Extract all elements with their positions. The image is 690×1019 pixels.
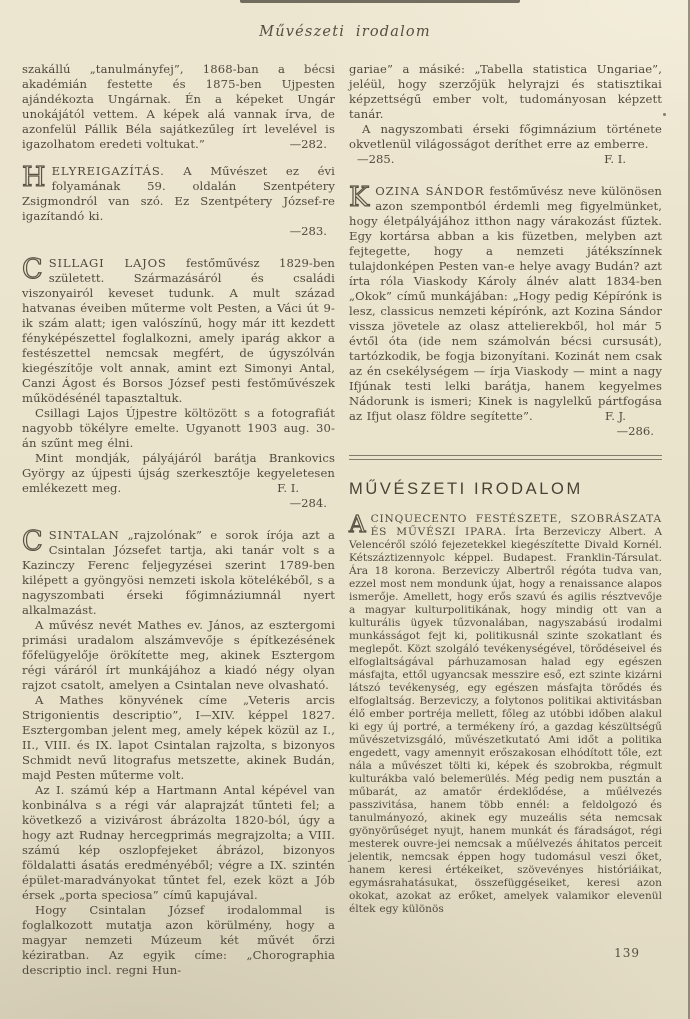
paragraph-285-continuation: gariae” a másiké: „Tabella statistica Ungariae”, jeléül, hogy szerzőjük helyrajzi és statisztikai képzettségű ember volt, tudományosan képzett tanár. [349, 62, 662, 121]
paragraph-csintalan-5: Hogy Csintalan József irodalommal is foglalkozott mutatja azon körülmény, hogy a magyar nemzeti Múzeum két művét őrzi kéziratban. Az egyik címe: „Chorographia descriptio incl. regni Hun- [22, 903, 335, 977]
right-column [349, 62, 662, 978]
paragraph-csintalan-3: A Mathes könyvének címe „Veteris arcis Strigonientis descriptio”, I—XIV. képpel 1827. Esztergomban jelent meg, amely képek közül az I., II., VIII. és IX. lapot Csintalan rajzolta, s bizonyos Schmidt nevű litografus metszette, akinek Budán, majd Pesten műterme volt. [22, 693, 335, 782]
csillagi-text-1: festőművész 1829-ben született. Származásáról és családi viszonyairól keveset tudunk. A mult század hatvanas éveiben műterme volt Pesten, a Váci út 9-ik szám alatt; igen valószínű, hogy már itt kezdett fényképészettel foglalkozni, amely iparág akkor a festészettel nemcsak megfért, de úgyszólván kiegészítője volt annak, amint ezt Simonyi Antal, Canzi Ágost és Borsos József pesti festőművészek működésénél tapasztaltuk. [22, 256, 335, 405]
paragraph-csintalan-2: A művész nevét Mathes ev. János, az esztergomi primási uradalom alszámvevője s építkezésének főfelügyelője örökítette meg, akinek Esztergom régi váráról írt munkájához a kiadó négy olyan rajzot csatolt, amelyen a Csintalan neve olvasható. [22, 618, 335, 692]
signature-fi-284: F. I. [277, 481, 299, 495]
item-ref-285: —285. [357, 152, 395, 166]
signature-fj-286: F. J. [604, 409, 626, 423]
drop-cap-c2: C [22, 526, 43, 557]
paragraph-csillagi-1 [22, 256, 335, 406]
section-header-muveszeti-irodalom: MŰVÉSZETI IRODALOM [349, 480, 583, 498]
item-ref-284: —284. [289, 496, 327, 510]
drop-cap-h: H [22, 162, 46, 193]
item-ref-286: —286. [616, 424, 654, 438]
ref-signature-row-285 [349, 152, 662, 167]
drop-cap-a: A [349, 512, 366, 538]
page-number: 139 [614, 946, 640, 960]
section-lead-helyreigazitas: ELYREIGAZÍTÁS. [51, 164, 165, 178]
paragraph-csintalan-1 [22, 528, 335, 618]
paragraph-csillagi-3: Mint mondják, pályájáról barátja Brankovics György az újpesti újság szerkesztője kegyeletesen emlékezett meg. [22, 451, 335, 495]
left-column [22, 62, 335, 978]
running-head: Művészeti irodalom [259, 24, 431, 40]
paragraph-csillagi-2: Csillagi Lajos Újpestre költözött s a fotografiát nagyobb tökélyre emelte. Ugyanott 1903 aug. 30-án szűnt meg élni. [22, 406, 335, 450]
item-ref-283: —283. [289, 224, 327, 238]
drop-cap-k: K [349, 182, 370, 213]
csintalan-text-1: „rajzolónak” e sorok írója azt a Csintalan Józsefet tartja, aki tanár volt s a Kazinczy Ferenc feljegyzései szerint 1789-ben kilépett a gyöngyösi nemzeti iskola kötelékéből, s a nagyszombati érseki főgimnáziumnál nyert alkalmazást. [22, 528, 335, 617]
signature-fi-285: F. I. [604, 152, 626, 166]
kozina-text: festőművész neve különösen azon szempontból érdemli meg figyelmünket, hogy életpályájához itthon nagy várakozást fűztek. Egy kortársa abban a kis füzetben, melyben azt fejtegette, hogy a nemzeti játékszínnek tulajdonképen Pesten van-e helye avagy Budán? azt írta róla Viaskody Károly álnév alatt 1834-ben „Okok” című munkájában: „Hogy pedig Képírónk is lesz, classicus nemzeti képírónk, azt Kozina Sándor vissza jövetele az olasz attelierekből, hol már 5 évtől óta (ide nem számolván bécsi cursusát), tartózkodik, be fogja bizonyítani. Kozinát nem csak az én csekélységem — írja Viaskody — mint a nagy Ifjúnak testi lelki barátja, hanem kegyelmes Nádorunk is ismeri; Kinek is nagylelkű pártfogása az Ifjut olasz földre segítette”. [349, 184, 662, 423]
section-lead-kozina: OZINA SÁNDOR [375, 184, 485, 198]
review-lead: CINQUECENTO FESTÉSZETE, SZOBRÁSZATA ÉS MŰVÉSZI IPARA. [370, 513, 662, 538]
helyreigazitas-text: A Művészet ez évi folyamának 59. oldalán Szentpétery Zsigmondról van szó. Ez Szentpétery József-re igazítandó ki. [22, 164, 335, 223]
paragraph-285-2: A nagyszombati érseki főgimnázium története okvetlenül világosságot deríthet erre az emberre. [349, 122, 662, 151]
paragraph-282-text: szakállú „tanulmányfej”, 1868-ban a bécsi akadémián festette és 1875-ben Ujpesten ajándékozta Ungárnak. Én a képeket Ungár unokájától vettem. A képek alá vannak írva, de azonfelül Pállik Béla sajátkezűleg írt levelével is igazolhatom eredeti voltukat.” [22, 62, 335, 151]
paragraph-helyreigazitas [22, 164, 335, 224]
scan-artifact-top-edge [240, 0, 520, 3]
paragraph-kozina [349, 184, 662, 424]
section-lead-csillagi: SILLAGI LAJOS [48, 256, 167, 270]
review-text: Írta Berzeviczy Albert. A Velencéről szóló fejezetekkel kiegészítette Divald Kornél. Kétszáztizennyolc képpel. Budapest. Franklin-Társulat. Ára 18 korona. Berzeviczy Albertről régóta tudva van, ezzel most nem mondunk újat, hogy a renaissance alapos ismerője. Amellett, hogy erős szavú és agilis résztvevője a magyar kulturpolitikának, hogy mindig ott van a kulturális ügyek tűzvonalában, nagyszabású irodalmi munkásságot fejt ki, politikusnál szinte szokatlant és meglepőt. Közt szolgáló tevékenységével, törődéseivel és elfoglaltságával párhuzamosan halad egy egészen másfajta, ettől ugyancsak messzire eső, ezt szinte kizárni látszó tevékenység, egy egészen másfajta törődés és elfoglaltság. Berzeviczy, a folytonos politikai aktivitásban élő ember portréja mellett, főleg az utóbbi időben alakul ki egy új portré, a termékeny író, a gazdag készültségű művészetvizsgáló, művészetkutató Ami időt a politika engedett, vagy amennyit erőszakosan elhódított tőle, ezt nála a művészet tölti ki, képek és szobrokba, régmult kulturákba való belemerülés. Még pedig nem pusztán a műbarát, az amatőr érdeklődése, a műélvezés passzivitása, hanem több ennél: a feldolgozó és tanulmányozó, akinek egy muzeális séta nemcsak gyönyörűséget nyujt, hanem munkát és fáradságot, régi mesterek ouvre-jei nemcsak a műélvezés áhitatos perceit jelentik, nemcsak éppen hogy tudomásul veszi őket, hanem keresi értékeiket, szövevényes históriáikat, egymásrahatásukat, összefüggéseiket, keresi azon okokat, azokat az erőket, amelyek valamikor elevenül éltek egy különös [349, 526, 662, 915]
paragraph-csintalan-4: Az I. számú kép a Hartmann Antal képével van konbinálva s a régi vár alaprajzát tűnteti fel; a következő a vizivárost ábrázolta 1820-ból, úgy a hogy azt Rudnay hercegprimás megrajzolta; a VIII. számú kép oszlopfejeket ábrázol, bizonyos földalatti ásatás eredményéből; végre a IX. szintén épület-maradványokat tűntet fel, ezek közt a Jób érsek „porta speciosa” című kapujával. [22, 783, 335, 902]
section-lead-csintalan: SINTALAN [48, 528, 120, 542]
section-divider-double-rule [349, 455, 662, 460]
scan-speck [663, 113, 666, 116]
paragraph-review-cinquecento [349, 513, 662, 916]
item-ref-282: —282. [289, 137, 327, 151]
drop-cap-c1: C [22, 254, 43, 285]
two-column-layout [22, 62, 662, 978]
